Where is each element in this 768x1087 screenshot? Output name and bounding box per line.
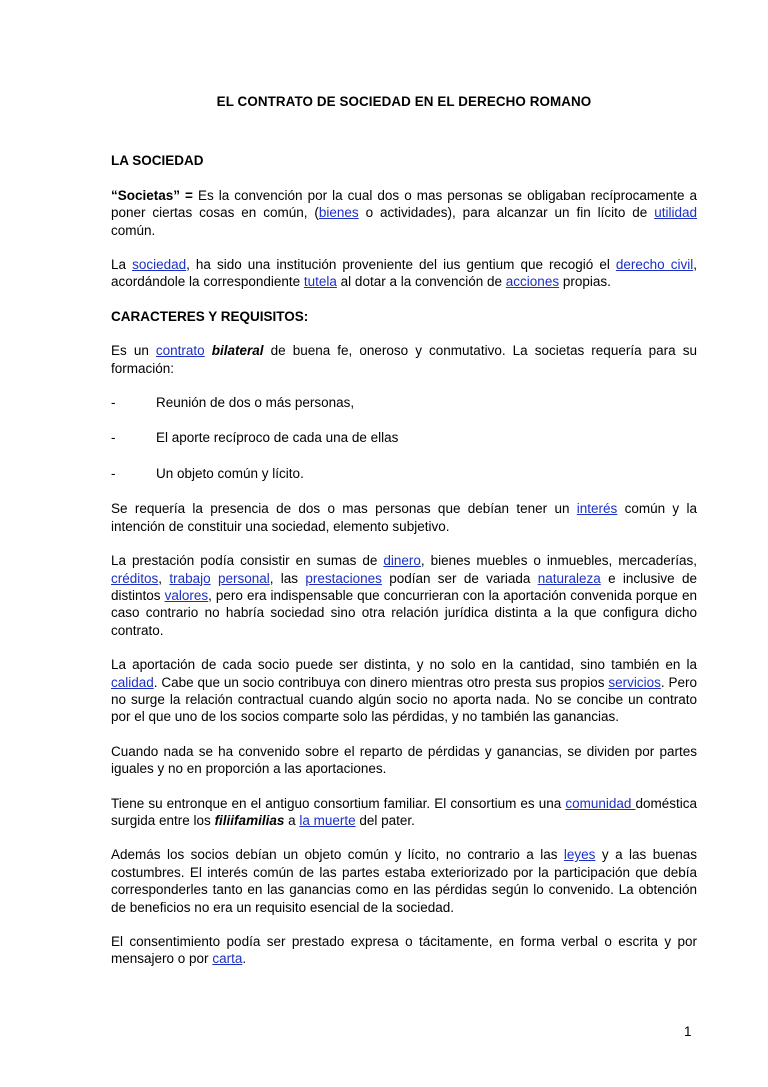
paragraph-contract-type: Es un contrato bilateral de buena fe, oneroso y conmutativo. La societas requería para su formación: xyxy=(111,343,697,376)
paragraph-reparto: Cuando nada se ha convenido sobre el reparto de pérdidas y ganancias, se dividen por partes iguales y no en proporción a las aportaciones. xyxy=(111,743,697,777)
document-title: EL CONTRATO DE SOCIEDAD EN EL DERECHO ROMANO xyxy=(216,94,592,109)
link-acciones[interactable]: acciones xyxy=(505,274,560,290)
link-interes[interactable]: interés xyxy=(576,501,618,517)
link-bienes[interactable]: bienes xyxy=(318,205,359,221)
bold-term: “Societas” = xyxy=(111,187,193,203)
link-leyes[interactable]: leyes xyxy=(563,847,596,863)
paragraph-interest: Se requería la presencia de dos o mas personas que debían tener un interés común y la intención de constituir una sociedad, elemento subjetivo. xyxy=(111,501,697,534)
paragraph-prestacion: La prestación podía consistir en sumas de dinero, bienes muebles o inmuebles, mercaderías, créditos, trabajo personal, las prestaciones podían ser de variada naturaleza e inclusive de distintos valores, pero era indispensable que concurrieran con la aportación convenida porque en caso contrario no habría sociedad sino otra relación jurídica distinta a la que configura dicho contrato. xyxy=(111,553,697,638)
link-trabajo[interactable]: trabajo xyxy=(169,570,211,586)
link-utilidad[interactable]: utilidad xyxy=(654,205,697,221)
section-heading-sociedad: LA SOCIEDAD xyxy=(111,153,204,169)
section-heading-caracteres: CARACTERES Y REQUISITOS: xyxy=(111,308,309,324)
bold-italic-term: filiifamilias xyxy=(214,812,285,828)
paragraph-consortium: Tiene su entronque en el antiguo consortium familiar. El consortium es una comunidad doméstica surgida entre los filiifamilias a la muerte del pater. xyxy=(111,795,698,828)
paragraph-objeto: Además los socios debían un objeto común y lícito, no contrario a las leyes y a las buenas costumbres. El interés común de las partes estaba exteriorizado por la participación que debía corresponderles tanto en las ganancias como en las pérdidas según lo convenido. La obtención de beneficios no era un requisito esencial de la sociedad. xyxy=(111,847,697,915)
link-prestaciones[interactable]: prestaciones xyxy=(305,570,382,586)
list-item: - El aporte recíproco de cada una de ellas xyxy=(111,430,399,446)
list-item: - Un objeto común y lícito. xyxy=(111,465,304,481)
paragraph-consentimiento: El consentimiento podía ser prestado expresa o tácitamente, en forma verbal o escrita y por mensajero o por carta. xyxy=(111,934,697,967)
link-derecho-civil[interactable]: derecho civil xyxy=(615,257,694,273)
link-valores[interactable]: valores xyxy=(164,587,209,603)
link-tutela[interactable]: tutela xyxy=(303,274,337,290)
link-dinero[interactable]: dinero xyxy=(383,553,421,569)
link-comunidad[interactable]: comunidad xyxy=(565,795,636,811)
link-sociedad[interactable]: sociedad xyxy=(132,257,187,273)
list-item: - Reunión de dos o más personas, xyxy=(111,395,355,411)
link-creditos[interactable]: créditos xyxy=(111,570,159,586)
link-naturaleza[interactable]: naturaleza xyxy=(537,570,601,586)
paragraph-aportacion: La aportación de cada socio puede ser distinta, y no solo en la cantidad, sino también en la calidad. Cabe que un socio contribuya con dinero mientras otro presta sus propios servicios. Pero no surge la relación contractual cuando algún socio no aporta nada. No se concibe un contrato por el que uno de los socios comparte solo las pérdidas, y no también las ganancias. xyxy=(111,657,697,725)
link-contrato[interactable]: contrato xyxy=(155,343,205,359)
link-la-muerte[interactable]: la muerte xyxy=(299,812,356,828)
link-calidad[interactable]: calidad xyxy=(111,674,154,690)
link-personal[interactable]: personal xyxy=(217,570,270,586)
paragraph-definition: “Societas” = Es la convención por la cual dos o mas personas se obligaban recíprocamente a poner ciertas cosas en común, (bienes o actividades), para alcanzar un fin lícito de utilidad común. xyxy=(111,187,697,238)
page-number: 1 xyxy=(684,1024,692,1039)
link-servicios[interactable]: servicios xyxy=(608,674,661,690)
link-carta[interactable]: carta xyxy=(212,951,243,967)
paragraph-origin: La sociedad, ha sido una institución proveniente del ius gentium que recogió el derecho civil, acordándole la correspondiente tutela al dotar a la convención de acciones propias. xyxy=(111,257,697,290)
document-body xyxy=(111,93,697,985)
bold-italic-term: bilateral xyxy=(211,343,264,359)
